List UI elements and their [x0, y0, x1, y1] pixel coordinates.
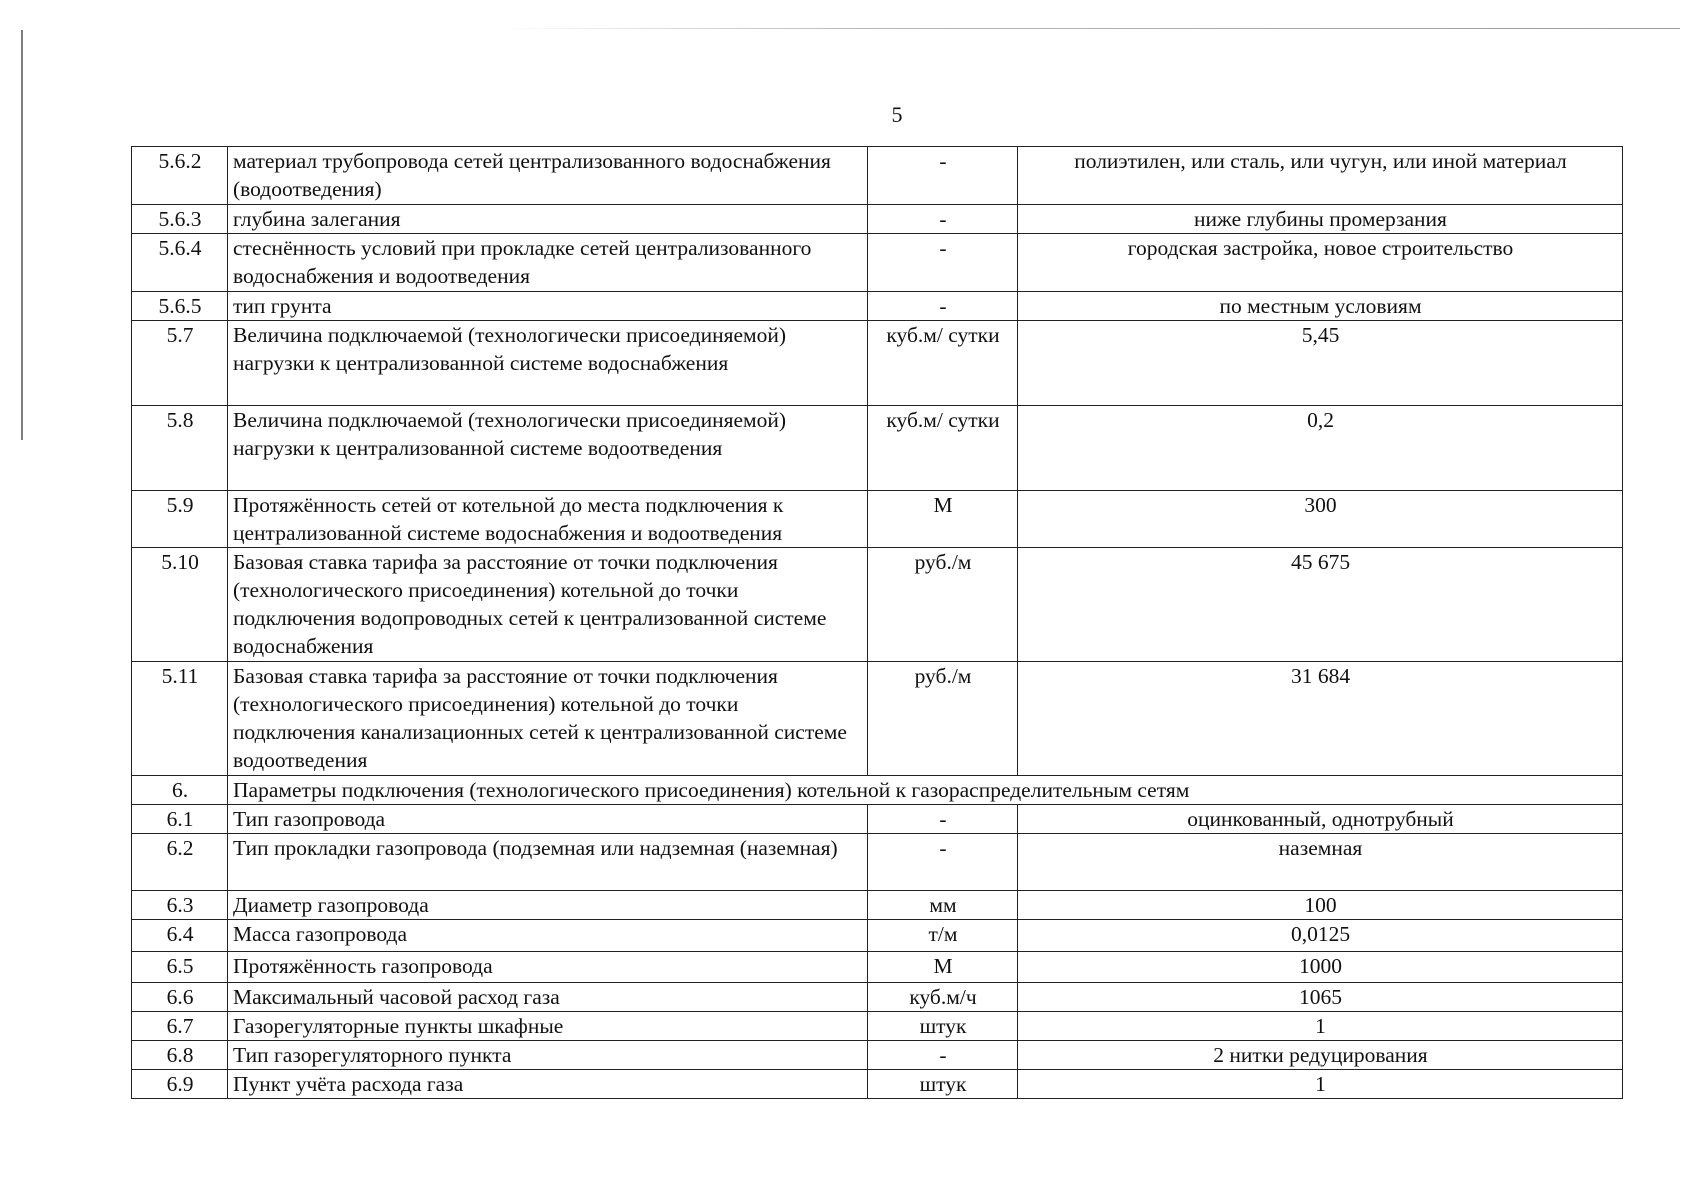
row-unit: штук	[868, 1070, 1018, 1099]
table-row	[132, 662, 1623, 776]
row-parameter: Пункт учёта расхода газа	[228, 1070, 868, 1099]
row-parameter: тип грунта	[228, 292, 868, 321]
row-parameter: Базовая ставка тарифа за расстояние от точки подключения (технологического присоединения) котельной до точки подключения водопроводных сетей к централизованной системе водоснабжения	[228, 548, 868, 662]
table-row	[132, 920, 1623, 952]
row-unit: куб.м/ч	[868, 983, 1018, 1012]
row-value: 1	[1018, 1012, 1623, 1041]
table-row	[132, 321, 1623, 406]
row-unit: М	[868, 491, 1018, 548]
row-value: 2 нитки редуцирования	[1018, 1041, 1623, 1070]
row-unit: -	[868, 805, 1018, 834]
row-unit: -	[868, 205, 1018, 234]
row-parameter: Масса газопровода	[228, 920, 868, 952]
row-value: по местным условиям	[1018, 292, 1623, 321]
table-row	[132, 834, 1623, 891]
row-unit: -	[868, 147, 1018, 205]
row-value: полиэтилен, или сталь, или чугун, или иной материал	[1018, 147, 1623, 205]
row-number: 6.4	[132, 920, 228, 952]
row-number: 6.7	[132, 1012, 228, 1041]
section-row	[132, 776, 1623, 805]
row-number: 6.1	[132, 805, 228, 834]
row-number: 6.8	[132, 1041, 228, 1070]
row-parameter: материал трубопровода сетей централизованного водоснабжения (водоотведения)	[228, 147, 868, 205]
row-value: городская застройка, новое строительство	[1018, 234, 1623, 292]
row-number: 6.6	[132, 983, 228, 1012]
row-parameter: Тип прокладки газопровода (подземная или надземная (наземная)	[228, 834, 868, 891]
table-row	[132, 491, 1623, 548]
row-number: 5.6.2	[132, 147, 228, 205]
row-parameter: стеснённость условий при прокладке сетей централизованного водоснабжения и водоотведения	[228, 234, 868, 292]
table-row	[132, 1070, 1623, 1099]
row-number: 5.9	[132, 491, 228, 548]
row-parameter: Тип газорегуляторного пункта	[228, 1041, 868, 1070]
section-title: Параметры подключения (технологического присоединения) котельной к газораспределительным сетям	[228, 776, 1623, 805]
row-value: 300	[1018, 491, 1623, 548]
scan-edge-line	[21, 30, 23, 440]
row-value: 1065	[1018, 983, 1623, 1012]
parameters-table	[131, 146, 1623, 1099]
row-parameter: Газорегуляторные пункты шкафные	[228, 1012, 868, 1041]
row-unit: -	[868, 1041, 1018, 1070]
table-row	[132, 147, 1623, 205]
row-value: ниже глубины промерзания	[1018, 205, 1623, 234]
table-row	[132, 891, 1623, 920]
row-unit: мм	[868, 891, 1018, 920]
table-row	[132, 234, 1623, 292]
table-row	[132, 205, 1623, 234]
row-parameter: Тип газопровода	[228, 805, 868, 834]
row-number: 5.11	[132, 662, 228, 776]
table-row	[132, 1012, 1623, 1041]
row-number: 6.9	[132, 1070, 228, 1099]
row-value: наземная	[1018, 834, 1623, 891]
row-value: 0,2	[1018, 406, 1623, 491]
table-row	[132, 805, 1623, 834]
row-parameter: Величина подключаемой (технологически присоединяемой) нагрузки к централизованной системе водоснабжения	[228, 321, 868, 406]
row-number: 5.6.5	[132, 292, 228, 321]
row-parameter: Протяжённость газопровода	[228, 952, 868, 983]
table-row	[132, 952, 1623, 983]
row-unit: куб.м/ сутки	[868, 406, 1018, 491]
row-unit: руб./м	[868, 548, 1018, 662]
row-parameter: Диаметр газопровода	[228, 891, 868, 920]
table-row	[132, 983, 1623, 1012]
row-parameter: Максимальный часовой расход газа	[228, 983, 868, 1012]
row-number: 6.3	[132, 891, 228, 920]
row-number: 5.6.4	[132, 234, 228, 292]
table-row	[132, 406, 1623, 491]
row-unit: штук	[868, 1012, 1018, 1041]
row-parameter: Протяжённость сетей от котельной до места подключения к централизованной системе водоснабжения и водоотведения	[228, 491, 868, 548]
row-unit: -	[868, 234, 1018, 292]
row-parameter: глубина залегания	[228, 205, 868, 234]
table-row	[132, 292, 1623, 321]
row-number: 6.5	[132, 952, 228, 983]
row-value: 45 675	[1018, 548, 1623, 662]
row-unit: т/м	[868, 920, 1018, 952]
row-unit: -	[868, 834, 1018, 891]
row-value: 1000	[1018, 952, 1623, 983]
row-number: 5.7	[132, 321, 228, 406]
row-value: 1	[1018, 1070, 1623, 1099]
row-value: оцинкованный, однотрубный	[1018, 805, 1623, 834]
page-number: 5	[891, 102, 903, 127]
row-unit: М	[868, 952, 1018, 983]
section-number: 6.	[132, 776, 228, 805]
row-unit: руб./м	[868, 662, 1018, 776]
row-unit: -	[868, 292, 1018, 321]
row-number: 5.8	[132, 406, 228, 491]
row-number: 6.2	[132, 834, 228, 891]
row-parameter: Величина подключаемой (технологически присоединяемой) нагрузки к централизованной системе водоотведения	[228, 406, 868, 491]
row-unit: куб.м/ сутки	[868, 321, 1018, 406]
row-value: 0,0125	[1018, 920, 1623, 952]
table-row	[132, 548, 1623, 662]
row-value: 5,45	[1018, 321, 1623, 406]
row-value: 31 684	[1018, 662, 1623, 776]
row-number: 5.10	[132, 548, 228, 662]
row-number: 5.6.3	[132, 205, 228, 234]
row-parameter: Базовая ставка тарифа за расстояние от точки подключения (технологического присоединения) котельной до точки подключения канализационных сетей к централизованной системе водоотведения	[228, 662, 868, 776]
row-value: 100	[1018, 891, 1623, 920]
scan-top-rule	[500, 28, 1680, 29]
table-row	[132, 1041, 1623, 1070]
